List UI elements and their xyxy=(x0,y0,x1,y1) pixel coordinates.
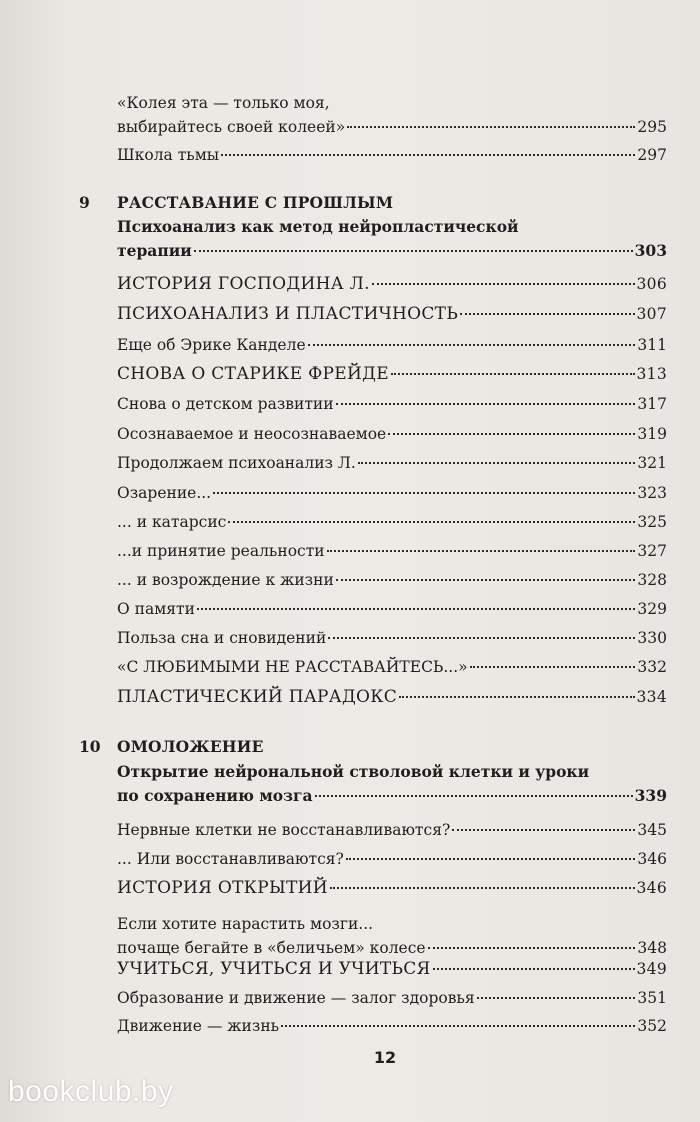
toc-entry-title: ИСТОРИЯ ОТКРЫТИЙ xyxy=(117,878,328,898)
toc-page-number: 334 xyxy=(636,688,667,706)
leader-dots xyxy=(194,250,633,252)
toc-entry-title: ПЛАСТИЧЕСКИЙ ПАРАДОКС xyxy=(117,687,398,707)
toc-entry-title: ПСИХОАНАЛИЗ И ПЛАСТИЧНОСТЬ xyxy=(117,304,459,324)
toc-entry-title: Нервные клетки не восстанавливаются? xyxy=(117,821,451,839)
toc-page-number: 346 xyxy=(636,879,667,897)
toc-entry-title-line: почаще бегайте в «беличьем» колесе xyxy=(117,939,426,957)
toc-page-number: 321 xyxy=(637,454,667,472)
toc-entry-title: Польза сна и сновидений xyxy=(117,629,327,647)
leader-dots xyxy=(433,968,635,970)
leader-dots xyxy=(391,373,635,375)
leader-dots xyxy=(330,887,635,889)
toc-entry xyxy=(117,912,667,960)
leader-dots xyxy=(315,795,633,797)
toc-entry xyxy=(117,272,667,296)
toc-page-number: 349 xyxy=(636,960,667,978)
toc-page-number: 351 xyxy=(637,989,667,1007)
page-number: 12 xyxy=(373,1048,397,1067)
toc-entry-title: Школа тьмы xyxy=(117,146,220,164)
toc-entry-title: Осознаваемое и неосознаваемое xyxy=(117,425,387,443)
leader-dots xyxy=(428,947,636,949)
toc-entry-title: УЧИТЬСЯ, УЧИТЬСЯ И УЧИТЬСЯ xyxy=(117,959,431,979)
toc-entry xyxy=(117,568,667,592)
toc-entry-title: СНОВА О СТАРИКЕ ФРЕЙДЕ xyxy=(117,364,389,384)
leader-dots xyxy=(221,154,635,156)
toc-entry-title-line: Если хотите нарастить мозги... xyxy=(117,915,374,933)
leader-dots xyxy=(327,550,636,552)
toc-entry-title: Снова о детском развитии xyxy=(117,395,334,413)
leader-dots xyxy=(346,858,636,860)
toc-entry xyxy=(117,847,667,871)
toc-page-number: 311 xyxy=(637,336,667,354)
toc-entry-title: Образование и движение — залог здоровья xyxy=(117,989,475,1007)
toc-entry xyxy=(117,655,667,679)
toc-entry xyxy=(117,451,667,475)
chapter-number: 10 xyxy=(79,737,101,756)
chapter-title: РАССТАВАНИЕ С ПРОШЛЫМ xyxy=(117,193,394,212)
toc-entry xyxy=(117,876,667,900)
toc-entry xyxy=(117,957,667,981)
toc-entry xyxy=(117,986,667,1010)
chapter-subtitle-line: Психоанализ как метод нейропластической xyxy=(117,217,519,236)
leader-dots xyxy=(336,579,636,581)
toc-entry-title: ... и катарсис xyxy=(117,513,227,531)
toc-entry-title-line: «Колея эта — только моя, xyxy=(117,94,330,112)
toc-page-number: 352 xyxy=(637,1017,667,1035)
chapter-subtitle xyxy=(117,760,667,808)
chapter-number: 9 xyxy=(79,193,90,212)
leader-dots xyxy=(372,283,635,285)
leader-dots xyxy=(460,313,634,315)
toc-page-number: 297 xyxy=(637,146,667,164)
toc-entry-title: О памяти xyxy=(117,600,195,618)
leader-dots xyxy=(197,608,635,610)
leader-dots xyxy=(328,637,635,639)
toc-entry xyxy=(117,91,667,139)
toc-entry-title: ИСТОРИЯ ГОСПОДИНА Л. xyxy=(117,274,370,294)
toc-entry xyxy=(117,510,667,534)
leader-dots xyxy=(388,433,635,435)
leader-dots xyxy=(308,344,636,346)
toc-entry xyxy=(117,597,667,621)
toc-entry xyxy=(117,392,667,416)
leader-dots xyxy=(336,403,636,405)
toc-entry xyxy=(117,539,667,563)
leader-dots xyxy=(399,696,634,698)
toc-entry-title: Озарение... xyxy=(117,484,212,502)
toc-entry-title: ... и возрождение к жизни xyxy=(117,571,334,589)
leader-dots xyxy=(477,997,636,999)
chapter-subtitle-line: Открытие нейрональной стволовой клетки и уроки xyxy=(117,762,590,781)
leader-dots xyxy=(281,1025,635,1027)
leader-dots xyxy=(452,829,635,831)
toc-page-number: 317 xyxy=(637,395,667,413)
toc-entry-title-line: выбирайтесь своей колеей» xyxy=(117,118,346,136)
chapter-subtitle-line: по сохранению мозга xyxy=(117,786,313,805)
toc-page-number: 306 xyxy=(636,275,667,293)
toc-entry xyxy=(117,685,667,709)
toc-entry-title: «С ЛЮБИМЫМИ НЕ РАССТАВАЙТЕСЬ...» xyxy=(117,658,468,676)
toc-entry-title: ...и принятие реальности xyxy=(117,542,325,560)
toc-entry xyxy=(117,422,667,446)
toc-page-number: 332 xyxy=(637,658,667,676)
toc-page-number: 346 xyxy=(637,850,667,868)
toc-page-number: 345 xyxy=(637,821,667,839)
toc-page-number: 329 xyxy=(637,600,667,618)
toc-page-number: 313 xyxy=(636,365,667,383)
chapter-title: ОМОЛОЖЕНИЕ xyxy=(117,737,264,756)
toc-page-number: 330 xyxy=(637,629,667,647)
leader-dots xyxy=(347,126,635,128)
leader-dots xyxy=(358,462,636,464)
toc-entry xyxy=(117,362,667,386)
site-watermark: bookclub.by xyxy=(8,1075,174,1108)
leader-dots xyxy=(228,521,635,523)
toc-entry xyxy=(117,302,667,326)
toc-entry-title: Еще об Эрике Канделе xyxy=(117,336,306,354)
toc-entry xyxy=(117,1014,667,1038)
toc-page-number: 339 xyxy=(634,786,667,805)
toc-entry xyxy=(117,481,667,505)
toc-page-number: 303 xyxy=(634,241,667,260)
toc-page-number: 327 xyxy=(637,542,667,560)
toc-entry-title: Продолжаем психоанализ Л. xyxy=(117,454,356,472)
toc-page-number: 307 xyxy=(636,305,667,323)
leader-dots xyxy=(213,492,635,494)
toc-page-number: 348 xyxy=(637,939,667,957)
toc-page-number: 325 xyxy=(637,513,667,531)
toc-entry xyxy=(117,626,667,650)
toc-page-number: 323 xyxy=(637,484,667,502)
leader-dots xyxy=(470,666,636,668)
toc-entry-title: ... Или восстанавливаются? xyxy=(117,850,344,868)
toc-entry xyxy=(117,143,667,167)
toc-page-number: 328 xyxy=(637,571,667,589)
toc-page-number: 295 xyxy=(637,118,667,136)
toc-entry xyxy=(117,818,667,842)
toc-entry-title: Движение — жизнь xyxy=(117,1017,280,1035)
chapter-subtitle-line: терапии xyxy=(117,241,192,260)
toc-page-number: 319 xyxy=(637,425,667,443)
toc-entry xyxy=(117,333,667,357)
chapter-subtitle xyxy=(117,215,667,263)
